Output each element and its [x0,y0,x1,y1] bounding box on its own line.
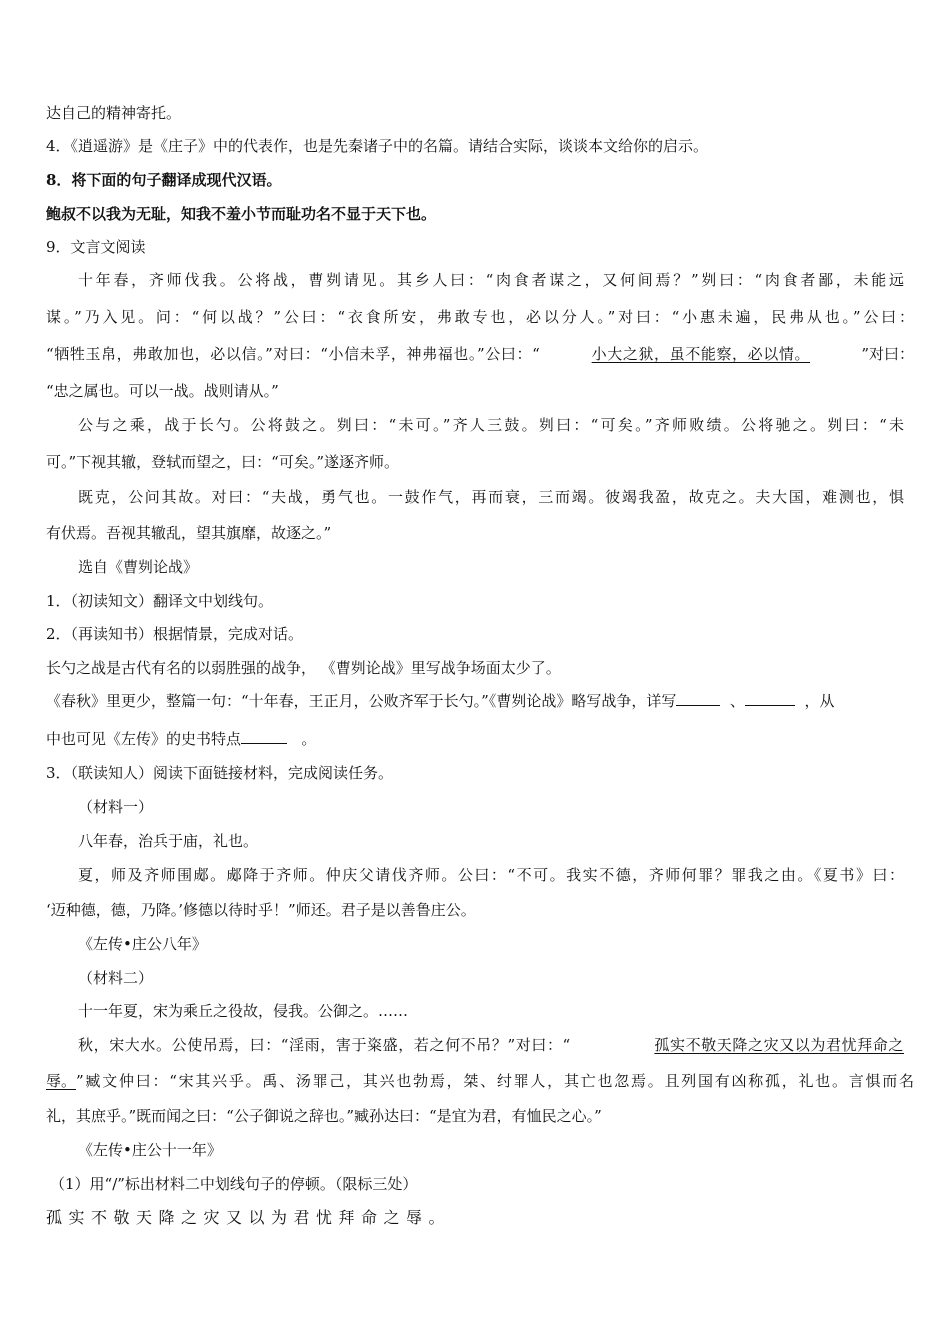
passage-source: 选自《曹刿论战》 [78,558,199,576]
passage-line: 既克，公问其故。对曰：“夫战，勇气也。一鼓作气，再而衰，三而竭。彼竭我盈，故克之。夫大国，难测也，惧 [78,488,904,506]
task-1-instruction: （1）用“/”标出材料二中划线句子的停顿。（限标三处） [50,1175,418,1193]
material-2-source: 《左传•庄公十一年》 [78,1141,222,1159]
material-line: ‘迈种德，德，乃降。’修德以待时乎！”师还。君子是以善鲁庄公。 [46,901,476,919]
passage-line: “忠之属也。可以一战。战则请从。” [46,382,279,400]
answer-blank[interactable] [676,691,720,706]
subquestion-2: 2．（再读知书）根据情景，完成对话。 [46,625,304,643]
passage-line: 可。”下视其辙，登轼而望之，曰：“可矣。”遂逐齐师。 [46,453,400,471]
dialogue-text: ，从 [804,692,835,710]
passage-line: 有伏焉。吾视其辙乱，望其旗靡，故逐之。” [46,524,332,542]
material-line: 夏，师及齐师围郕。郕降于齐师。仲庆父请伐齐师。公曰：“不可。我实不德，齐师何罪？罪我之由。《夏书》曰： [78,866,904,884]
passage-line: 谋。”乃入见。问：“何以战？”公曰：“衣食所安，弗敢专也，必以分人。”对曰：“小惠未遍，民弗从也。”公曰： [46,308,914,326]
answer-blank[interactable] [241,729,287,744]
material-line [78,1034,904,1056]
subquestion-1: 1．（初读知文）翻译文中划线句。 [46,592,274,610]
material-text: ”臧文仲曰：“宋其兴乎。禹、汤罪己，其兴也勃焉，桀、纣罪人，其亡也忽焉。且列国有凶称孤，礼也。言惧而名 [76,1072,914,1090]
subquestion-3: 3．（联读知人）阅读下面链接材料，完成阅读任务。 [46,764,394,782]
material-1-source: 《左传•庄公八年》 [78,935,207,953]
dialogue-text: 中也可见《左传》的史书特点 [46,730,242,748]
dialogue-text: 《春秋》里更少，整篇一句：“十年春，王正月，公败齐军于长勺。”《曹刿论战》略写战争，详写 [46,692,677,710]
underlined-sentence: 辱。 [46,1072,77,1090]
passage-line: 十年春，齐师伐我。公将战，曹刿请见。其乡人曰：“肉食者谋之，又何间焉？”刿曰：“肉食者鄙，未能远 [78,271,904,289]
answer-blank[interactable] [745,691,795,706]
question-9-heading: 9．文言文阅读 [46,238,146,256]
text-line: 达自己的精神寄托。 [46,104,182,122]
question-4: 4．《逍遥游》是《庄子》中的代表作，也是先秦诸子中的名篇。请结合实际，谈谈本文给你的启示。 [46,137,709,155]
dialogue-text: 、 [729,692,745,710]
dialogue-text: 。 [301,730,317,748]
underlined-sentence: 孤实不敬天降之灾又以为君忧拜命之 [654,1036,904,1054]
underlined-sentence: 小大之狱，虽不能察，必以情。 [591,345,811,363]
dialogue-line [46,690,834,712]
passage-line: 公与之乘，战于长勺。公将鼓之。刿曰：“未可。”齐人三鼓。刿曰：“可矣。”齐师败绩。公将驰之。刿曰：“未 [78,416,904,434]
material-2-label: （材料二） [78,969,154,987]
material-line: 礼，其庶乎。”既而闻之曰：“公子御说之辞也。”臧孙达曰：“是宜为君，有恤民之心。” [46,1107,602,1125]
dialogue-line [46,728,316,750]
material-line: 十一年夏，宋为乘丘之役故，侵我。公御之。…… [78,1002,409,1020]
material-line: 八年春，治兵于庙，礼也。 [78,832,259,850]
material-text: 秋，宋大水。公使吊焉，曰：“淫雨，害于粢盛，若之何不吊？”对曰：“ [78,1036,571,1054]
dialogue-line: 长勺之战是古代有名的以弱胜强的战争， 《曹刿论战》里写战争场面太少了。 [46,659,561,677]
passage-line [46,343,914,365]
material-line [46,1070,914,1092]
material-1-label: （材料一） [78,798,154,816]
task-1-sentence[interactable]: 孤实不敬天降之灾又以为君忧拜命之辱。 [46,1208,452,1227]
passage-text: “牺牲玉帛，弗敢加也，必以信。”对曰：“小信未孚，神弗福也。”公曰：“ [46,345,541,363]
question-8-heading: 8．将下面的句子翻译成现代汉语。 [46,171,282,189]
question-8-sentence: 鲍叔不以我为无耻，知我不羞小节而耻功名不显于天下也。 [46,205,437,223]
passage-text: ”对曰： [861,345,914,363]
